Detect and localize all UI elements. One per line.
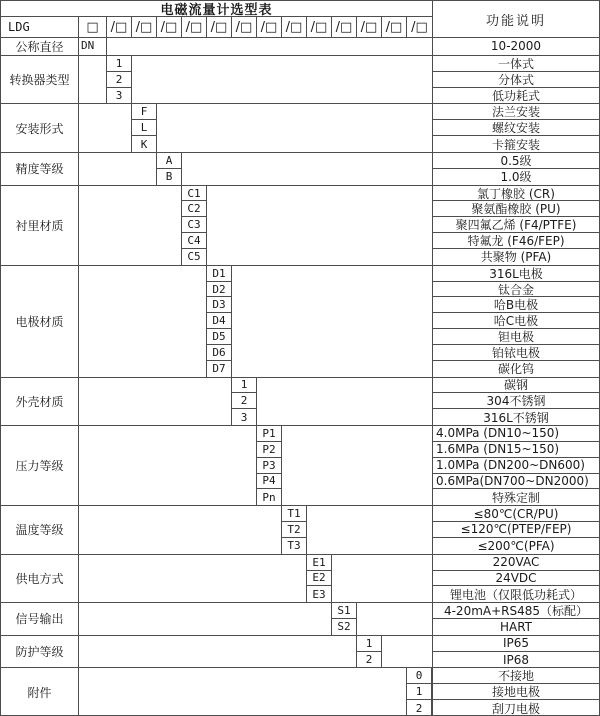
fill-spacer: [182, 153, 432, 185]
fill-spacer: [207, 186, 432, 265]
desc-column: [432, 38, 599, 55]
desc-cell: 钛合金: [433, 282, 599, 298]
desc-cell: 10-2000: [490, 38, 542, 53]
code-cell: Pn: [262, 490, 276, 504]
model-code-label: LDG: [1, 17, 79, 37]
code-cell: A: [157, 153, 181, 169]
fill-spacer: [332, 555, 432, 602]
code-cell: 1: [232, 378, 256, 394]
desc-cell: 1.6MPa (DN15~150): [433, 442, 599, 458]
code-offset-spacer: [79, 506, 282, 553]
code-offset-spacer: [79, 266, 207, 377]
code-cell: P2: [257, 442, 281, 458]
desc-cell: 聚氨酯橡胶 (PU): [433, 201, 599, 217]
header-left-block: [1, 1, 432, 37]
code-column: [332, 603, 357, 635]
desc-cell: IP65: [433, 636, 599, 652]
model-code-row: [1, 17, 432, 37]
code-cell: E2: [307, 571, 331, 587]
code-cell: P3: [257, 458, 281, 474]
code-offset-spacer: [79, 56, 107, 103]
desc-cell: 卡箍安装: [491, 137, 540, 152]
fill-spacer: [282, 426, 432, 505]
group-label-pressure-rating: 压力等级: [1, 426, 79, 505]
desc-column: [432, 636, 599, 668]
group-label-accuracy-class: 精度等级: [1, 153, 79, 185]
code-column: [407, 668, 432, 715]
desc-cell: 24VDC: [433, 571, 599, 587]
desc-cell: 316L不锈钢: [483, 410, 549, 425]
code-column: [107, 56, 132, 103]
code-cell: S2: [337, 620, 351, 634]
code-cell: S1: [332, 603, 356, 619]
desc-cell: 分体式: [433, 72, 599, 88]
group-label-converter-type: 转换器类型: [1, 56, 79, 103]
code-cell: 2: [415, 701, 423, 715]
desc-column: [432, 56, 599, 103]
table-header: [1, 1, 599, 37]
desc-cell: ≤120℃(PTEP/FEP): [433, 522, 599, 538]
code-cell: F: [132, 104, 156, 120]
group-label-signal-output: 信号输出: [1, 603, 79, 635]
code-column: [132, 104, 157, 151]
code-cell: C2: [182, 201, 206, 217]
desc-column: [432, 555, 599, 602]
desc-cell: 不接地: [433, 668, 599, 684]
code-slot-cell: /□: [207, 17, 232, 37]
desc-cell: 接地电极: [433, 684, 599, 700]
code-cell: D7: [212, 362, 226, 376]
desc-cell: 4.0MPa (DN10~150): [433, 426, 599, 442]
code-offset-spacer: [79, 668, 407, 715]
desc-column: [432, 378, 599, 425]
code-cell: DN: [81, 39, 95, 53]
group-electrode-material: [1, 265, 599, 377]
code-slot-cell: /□: [132, 17, 157, 37]
desc-cell: IP68: [502, 652, 530, 667]
desc-cell: 碳化钨: [497, 362, 534, 377]
desc-cell: 聚四氟乙烯 (F4/PTFE): [433, 217, 599, 233]
code-cell: K: [140, 137, 148, 151]
desc-column: [432, 506, 599, 553]
group-lining-material: [1, 185, 599, 265]
desc-cell: 法兰安装: [433, 104, 599, 120]
code-cell: T3: [287, 539, 301, 553]
desc-cell: 碳钢: [433, 378, 599, 394]
code-cell: D3: [207, 297, 231, 313]
code-slot-cell: /□: [411, 19, 428, 35]
code-column: [307, 555, 332, 602]
group-accessories: [1, 667, 599, 715]
group-pressure-rating: [1, 425, 599, 505]
group-power-supply: [1, 554, 599, 602]
desc-cell: 共聚物 (PFA): [480, 250, 552, 265]
code-cell: D6: [207, 345, 231, 361]
desc-cell: 0.6MPa(DN700~DN2000): [433, 474, 599, 490]
desc-cell: HART: [499, 619, 533, 634]
code-cell: L: [132, 120, 156, 136]
desc-column: [432, 186, 599, 265]
group-protection-rating: [1, 635, 599, 668]
code-cell: C5: [187, 250, 201, 264]
code-cell: 2: [365, 653, 373, 667]
desc-cell: 哈B电极: [433, 297, 599, 313]
code-slot-cell: /□: [232, 17, 257, 37]
desc-cell: 1.0级: [500, 170, 532, 185]
code-column: [207, 266, 232, 377]
code-cell: T2: [282, 522, 306, 538]
code-cell: 3: [240, 410, 248, 424]
group-housing-material: [1, 377, 599, 425]
code-cell: D2: [207, 282, 231, 298]
group-signal-output: [1, 602, 599, 635]
code-offset-spacer: [79, 186, 182, 265]
code-cell: D1: [207, 266, 231, 282]
desc-column: [432, 266, 599, 377]
desc-cell: 特氟龙 (F46/FEP): [433, 233, 599, 249]
desc-cell: 特殊定制: [491, 490, 540, 505]
desc-column: [432, 603, 599, 635]
fill-spacer: [382, 636, 432, 668]
code-cell: B: [165, 170, 173, 184]
desc-cell: 刮刀电极: [491, 701, 540, 716]
code-cell: 3: [115, 89, 123, 103]
fill-spacer: [307, 506, 432, 553]
code-cell: C4: [182, 233, 206, 249]
code-slot-cell: /□: [107, 17, 132, 37]
group-label-temperature-rating: 温度等级: [1, 506, 79, 553]
code-column: [232, 378, 257, 425]
code-offset-spacer: [79, 555, 307, 602]
group-converter-type: [1, 55, 599, 103]
desc-cell: 铂铱电极: [433, 345, 599, 361]
code-column: [157, 153, 182, 185]
dn-code-slot: □: [79, 17, 107, 37]
desc-column: [432, 426, 599, 505]
code-cell: 1: [357, 636, 381, 652]
code-column: [79, 38, 107, 55]
fill-spacer: [232, 266, 432, 377]
group-accuracy-class: [1, 152, 599, 185]
desc-cell: 一体式: [433, 56, 599, 72]
desc-column: [432, 104, 599, 151]
groups: [1, 37, 599, 716]
desc-cell: 1.0MPa (DN200~DN600): [433, 458, 599, 474]
code-cell: D4: [207, 313, 231, 329]
desc-column: [432, 153, 599, 185]
code-cell: 2: [232, 393, 256, 409]
code-cell: C3: [182, 217, 206, 233]
code-offset-spacer: [79, 378, 232, 425]
code-cell: 2: [107, 72, 131, 88]
group-label-housing-material: 外壳材质: [1, 378, 79, 425]
desc-cell: ≤80℃(CR/PU): [433, 506, 599, 522]
desc-cell: 220VAC: [433, 555, 599, 571]
desc-cell: 0.5级: [433, 153, 599, 169]
group-label-power-supply: 供电方式: [1, 555, 79, 602]
group-label-nominal-diameter: 公称直径: [1, 38, 79, 55]
fill-spacer: [132, 56, 432, 103]
desc-cell: 氯丁橡胶 (CR): [433, 186, 599, 202]
code-cell: E3: [312, 587, 326, 601]
fill-spacer: [257, 378, 432, 425]
code-cell: E1: [307, 555, 331, 571]
code-cell: C1: [182, 186, 206, 202]
code-offset-spacer: [79, 603, 332, 635]
group-label-accessories: 附件: [1, 668, 79, 715]
code-slot-cell: /□: [357, 17, 382, 37]
table-title: 电磁流量计选型表: [1, 1, 432, 17]
code-cell: 1: [107, 56, 131, 72]
code-cell: P1: [257, 426, 281, 442]
code-column: [282, 506, 307, 553]
code-column: [257, 426, 282, 505]
desc-cell: 螺纹安装: [433, 120, 599, 136]
code-offset-spacer: [79, 636, 357, 668]
desc-column: [432, 668, 599, 715]
desc-cell: 锂电池（仅限低功耗式）: [449, 587, 582, 602]
code-column: [182, 186, 207, 265]
code-slot-cell: /□: [382, 17, 407, 37]
group-installation-type: [1, 103, 599, 151]
code-offset-spacer: [79, 104, 132, 151]
group-nominal-diameter: [1, 37, 599, 55]
code-cell: D5: [207, 329, 231, 345]
desc-cell: 低功耗式: [491, 89, 540, 104]
code-slot-cell: /□: [157, 17, 182, 37]
desc-cell: 304不锈钢: [433, 393, 599, 409]
code-cell: 0: [407, 668, 431, 684]
group-label-installation-type: 安装形式: [1, 104, 79, 151]
desc-cell: 4-20mA+RS485（标配）: [433, 603, 599, 619]
code-slot-cell: /□: [182, 17, 207, 37]
group-temperature-rating: [1, 505, 599, 553]
desc-cell: ≤200℃(PFA): [477, 538, 555, 553]
fill-spacer: [357, 603, 432, 635]
function-description-header: 功能说明: [432, 1, 599, 37]
group-label-electrode-material: 电极材质: [1, 266, 79, 377]
fill-spacer: [157, 104, 432, 151]
code-slot-cell: /□: [282, 17, 307, 37]
code-slot-cell: /□: [332, 17, 357, 37]
fill-spacer: [107, 38, 432, 55]
group-label-protection-rating: 防护等级: [1, 636, 79, 668]
desc-cell: 钽电极: [433, 329, 599, 345]
desc-cell: 316L电极: [433, 266, 599, 282]
code-column: [357, 636, 382, 668]
code-cell: T1: [282, 506, 306, 522]
code-offset-spacer: [79, 153, 157, 185]
code-slot-cell: /□: [257, 17, 282, 37]
group-label-lining-material: 衬里材质: [1, 186, 79, 265]
code-offset-spacer: [79, 426, 257, 505]
code-cell: 1: [407, 684, 431, 700]
code-slot-cell: /□: [307, 17, 332, 37]
desc-cell: 哈C电极: [433, 313, 599, 329]
code-cell: P4: [257, 474, 281, 490]
